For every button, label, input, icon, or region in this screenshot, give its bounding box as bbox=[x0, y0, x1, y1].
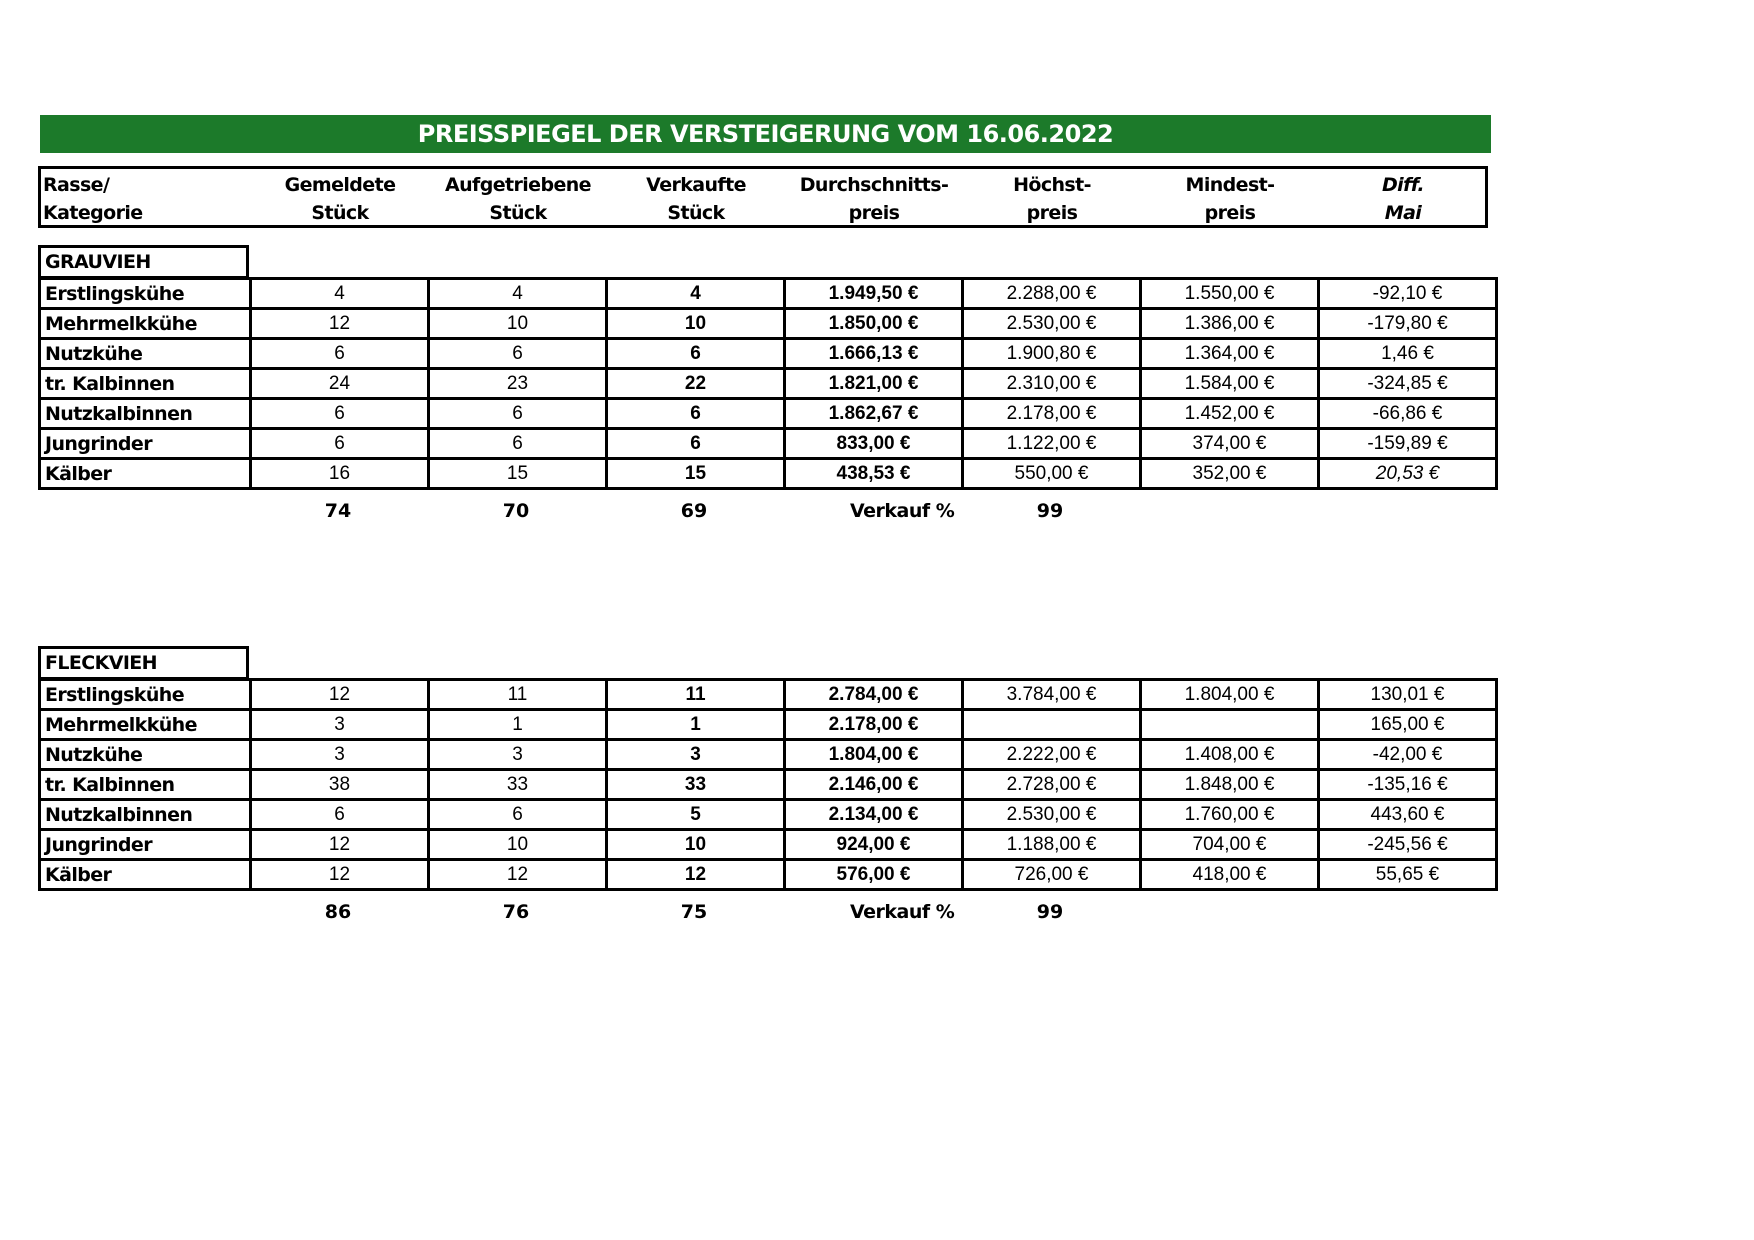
cell-aufgetrieben: 1 bbox=[429, 710, 607, 740]
cell-durchschnittspreis: 2.134,00 € bbox=[785, 800, 963, 830]
header-label: Gemeldete bbox=[284, 174, 396, 196]
header-label: Stück bbox=[667, 202, 725, 224]
cell-mindestpreis: 1.386,00 € bbox=[1141, 309, 1319, 339]
cell-aufgetrieben: 6 bbox=[429, 399, 607, 429]
cell-mindestpreis: 1.550,00 € bbox=[1141, 279, 1319, 309]
cell-kategorie: Mehrmelkkühe bbox=[40, 309, 251, 339]
cell-durchschnittspreis: 2.146,00 € bbox=[785, 770, 963, 800]
cell-gemeldet: 6 bbox=[251, 800, 429, 830]
total-verkauft: 75 bbox=[680, 901, 708, 923]
cell-gemeldet: 12 bbox=[251, 309, 429, 339]
cell-durchschnittspreis: 1.804,00 € bbox=[785, 740, 963, 770]
cell-kategorie: Kälber bbox=[40, 459, 251, 489]
header-label: Stück bbox=[489, 202, 547, 224]
cell-kategorie: Nutzkalbinnen bbox=[40, 800, 251, 830]
cell-diff-mai: -92,10 € bbox=[1319, 279, 1497, 309]
cell-mindestpreis: 418,00 € bbox=[1141, 860, 1319, 890]
cell-diff-mai: 443,60 € bbox=[1319, 800, 1497, 830]
cell-mindestpreis: 374,00 € bbox=[1141, 429, 1319, 459]
cell-kategorie: Nutzkühe bbox=[40, 339, 251, 369]
cell-mindestpreis: 1.452,00 € bbox=[1141, 399, 1319, 429]
cell-gemeldet: 24 bbox=[251, 369, 429, 399]
cell-hoechstpreis: 1.900,80 € bbox=[963, 339, 1141, 369]
header-aufgetriebene-stueck bbox=[429, 171, 607, 227]
cell-kategorie: tr. Kalbinnen bbox=[40, 369, 251, 399]
cell-durchschnittspreis: 1.850,00 € bbox=[785, 309, 963, 339]
cell-kategorie: Jungrinder bbox=[40, 429, 251, 459]
cell-mindestpreis: 1.408,00 € bbox=[1141, 740, 1319, 770]
cell-gemeldet: 12 bbox=[251, 860, 429, 890]
cell-kategorie: Mehrmelkkühe bbox=[40, 710, 251, 740]
cell-mindestpreis bbox=[1141, 710, 1319, 740]
table-row bbox=[40, 279, 1497, 309]
header-label: Aufgetriebene bbox=[445, 174, 591, 196]
cell-diff-mai: -179,80 € bbox=[1319, 309, 1497, 339]
totals-grauvieh bbox=[38, 500, 1491, 526]
cell-aufgetrieben: 12 bbox=[429, 860, 607, 890]
verkauf-percent-label: Verkauf % bbox=[850, 901, 955, 923]
cell-hoechstpreis bbox=[963, 710, 1141, 740]
cell-hoechstpreis: 2.530,00 € bbox=[963, 800, 1141, 830]
cell-mindestpreis: 1.848,00 € bbox=[1141, 770, 1319, 800]
cell-kategorie: tr. Kalbinnen bbox=[40, 770, 251, 800]
cell-aufgetrieben: 6 bbox=[429, 800, 607, 830]
cell-verkauft: 6 bbox=[607, 399, 785, 429]
cell-verkauft: 15 bbox=[607, 459, 785, 489]
table-body bbox=[40, 680, 1497, 890]
cell-aufgetrieben: 33 bbox=[429, 770, 607, 800]
verkauf-percent-value: 99 bbox=[1036, 901, 1064, 923]
cell-kategorie: Jungrinder bbox=[40, 830, 251, 860]
cell-gemeldet: 12 bbox=[251, 830, 429, 860]
cell-diff-mai: 130,01 € bbox=[1319, 680, 1497, 710]
header-rasse-kategorie bbox=[43, 171, 243, 227]
table-row bbox=[40, 710, 1497, 740]
total-aufgetrieben: 70 bbox=[502, 500, 530, 522]
table-grauvieh bbox=[38, 277, 1498, 490]
verkauf-percent-label: Verkauf % bbox=[850, 500, 955, 522]
cell-diff-mai: -324,85 € bbox=[1319, 369, 1497, 399]
cell-diff-mai: -159,89 € bbox=[1319, 429, 1497, 459]
cell-aufgetrieben: 11 bbox=[429, 680, 607, 710]
table-row bbox=[40, 309, 1497, 339]
cell-hoechstpreis: 3.784,00 € bbox=[963, 680, 1141, 710]
cell-verkauft: 33 bbox=[607, 770, 785, 800]
table-row bbox=[40, 459, 1497, 489]
cell-durchschnittspreis: 1.821,00 € bbox=[785, 369, 963, 399]
cell-mindestpreis: 352,00 € bbox=[1141, 459, 1319, 489]
cell-hoechstpreis: 2.288,00 € bbox=[963, 279, 1141, 309]
header-gemeldete-stueck bbox=[251, 171, 429, 227]
header-label: Höchst- bbox=[1013, 174, 1091, 196]
header-label: Stück bbox=[311, 202, 369, 224]
cell-gemeldet: 3 bbox=[251, 740, 429, 770]
header-label: Mindest- bbox=[1185, 174, 1275, 196]
cell-kategorie: Erstlingskühe bbox=[40, 279, 251, 309]
cell-gemeldet: 16 bbox=[251, 459, 429, 489]
total-verkauft: 69 bbox=[680, 500, 708, 522]
cell-gemeldet: 3 bbox=[251, 710, 429, 740]
cell-diff-mai: 55,65 € bbox=[1319, 860, 1497, 890]
cell-gemeldet: 6 bbox=[251, 429, 429, 459]
cell-hoechstpreis: 2.222,00 € bbox=[963, 740, 1141, 770]
header-hoechstpreis bbox=[963, 171, 1141, 227]
cell-aufgetrieben: 10 bbox=[429, 830, 607, 860]
total-aufgetrieben: 76 bbox=[502, 901, 530, 923]
table-row bbox=[40, 339, 1497, 369]
table-row bbox=[40, 399, 1497, 429]
cell-durchschnittspreis: 1.666,13 € bbox=[785, 339, 963, 369]
cell-mindestpreis: 1.364,00 € bbox=[1141, 339, 1319, 369]
table-row bbox=[40, 429, 1497, 459]
table-fleckvieh bbox=[38, 678, 1498, 891]
cell-verkauft: 10 bbox=[607, 830, 785, 860]
cell-diff-mai: -135,16 € bbox=[1319, 770, 1497, 800]
cell-diff-mai: 165,00 € bbox=[1319, 710, 1497, 740]
table-body bbox=[40, 279, 1497, 489]
cell-verkauft: 5 bbox=[607, 800, 785, 830]
header-label: Rasse/ bbox=[43, 174, 110, 196]
header-label: preis bbox=[1204, 202, 1256, 224]
total-gemeldet: 86 bbox=[324, 901, 352, 923]
cell-durchschnittspreis: 2.178,00 € bbox=[785, 710, 963, 740]
cell-hoechstpreis: 726,00 € bbox=[963, 860, 1141, 890]
cell-aufgetrieben: 15 bbox=[429, 459, 607, 489]
cell-gemeldet: 38 bbox=[251, 770, 429, 800]
verkauf-percent-value: 99 bbox=[1036, 500, 1064, 522]
table-row bbox=[40, 770, 1497, 800]
cell-gemeldet: 6 bbox=[251, 339, 429, 369]
table-row bbox=[40, 369, 1497, 399]
cell-verkauft: 22 bbox=[607, 369, 785, 399]
total-gemeldet: 74 bbox=[324, 500, 352, 522]
cell-verkauft: 6 bbox=[607, 429, 785, 459]
cell-aufgetrieben: 6 bbox=[429, 429, 607, 459]
cell-hoechstpreis: 2.530,00 € bbox=[963, 309, 1141, 339]
cell-verkauft: 3 bbox=[607, 740, 785, 770]
cell-durchschnittspreis: 2.784,00 € bbox=[785, 680, 963, 710]
cell-gemeldet: 4 bbox=[251, 279, 429, 309]
header-verkaufte-stueck bbox=[607, 171, 785, 227]
cell-kategorie: Nutzkalbinnen bbox=[40, 399, 251, 429]
cell-aufgetrieben: 4 bbox=[429, 279, 607, 309]
cell-mindestpreis: 1.584,00 € bbox=[1141, 369, 1319, 399]
cell-aufgetrieben: 6 bbox=[429, 339, 607, 369]
table-row bbox=[40, 800, 1497, 830]
header-label: Verkaufte bbox=[646, 174, 746, 196]
cell-verkauft: 4 bbox=[607, 279, 785, 309]
header-label: preis bbox=[848, 202, 900, 224]
page-title: PREISSPIEGEL DER VERSTEIGERUNG VOM 16.06.2022 bbox=[40, 115, 1491, 153]
cell-durchschnittspreis: 438,53 € bbox=[785, 459, 963, 489]
header-label: Durchschnitts- bbox=[799, 174, 949, 196]
cell-durchschnittspreis: 576,00 € bbox=[785, 860, 963, 890]
cell-kategorie: Erstlingskühe bbox=[40, 680, 251, 710]
cell-hoechstpreis: 550,00 € bbox=[963, 459, 1141, 489]
cell-hoechstpreis: 1.188,00 € bbox=[963, 830, 1141, 860]
cell-mindestpreis: 704,00 € bbox=[1141, 830, 1319, 860]
header-label: Kategorie bbox=[43, 202, 143, 224]
cell-verkauft: 6 bbox=[607, 339, 785, 369]
table-row bbox=[40, 830, 1497, 860]
cell-verkauft: 10 bbox=[607, 309, 785, 339]
section-label-fleckvieh: FLECKVIEH bbox=[38, 646, 249, 680]
cell-durchschnittspreis: 1.862,67 € bbox=[785, 399, 963, 429]
table-row bbox=[40, 680, 1497, 710]
header-diff-mai bbox=[1319, 171, 1487, 227]
header-label: Mai bbox=[1384, 202, 1422, 224]
cell-durchschnittspreis: 833,00 € bbox=[785, 429, 963, 459]
cell-hoechstpreis: 2.178,00 € bbox=[963, 399, 1141, 429]
cell-aufgetrieben: 3 bbox=[429, 740, 607, 770]
header-label: preis bbox=[1026, 202, 1078, 224]
cell-diff-mai: 20,53 € bbox=[1319, 459, 1497, 489]
cell-kategorie: Nutzkühe bbox=[40, 740, 251, 770]
cell-hoechstpreis: 2.728,00 € bbox=[963, 770, 1141, 800]
table-row bbox=[40, 740, 1497, 770]
column-header bbox=[38, 166, 1488, 228]
cell-diff-mai: 1,46 € bbox=[1319, 339, 1497, 369]
section-label-grauvieh: GRAUVIEH bbox=[38, 245, 249, 279]
table-row bbox=[40, 860, 1497, 890]
cell-hoechstpreis: 1.122,00 € bbox=[963, 429, 1141, 459]
header-mindestpreis bbox=[1141, 171, 1319, 227]
cell-mindestpreis: 1.760,00 € bbox=[1141, 800, 1319, 830]
cell-aufgetrieben: 10 bbox=[429, 309, 607, 339]
cell-gemeldet: 12 bbox=[251, 680, 429, 710]
cell-verkauft: 12 bbox=[607, 860, 785, 890]
cell-diff-mai: -42,00 € bbox=[1319, 740, 1497, 770]
cell-hoechstpreis: 2.310,00 € bbox=[963, 369, 1141, 399]
header-label: Diff. bbox=[1382, 174, 1424, 196]
header-durchschnittspreis bbox=[785, 171, 963, 227]
cell-aufgetrieben: 23 bbox=[429, 369, 607, 399]
cell-mindestpreis: 1.804,00 € bbox=[1141, 680, 1319, 710]
cell-verkauft: 11 bbox=[607, 680, 785, 710]
cell-durchschnittspreis: 1.949,50 € bbox=[785, 279, 963, 309]
cell-diff-mai: -245,56 € bbox=[1319, 830, 1497, 860]
cell-diff-mai: -66,86 € bbox=[1319, 399, 1497, 429]
cell-gemeldet: 6 bbox=[251, 399, 429, 429]
cell-durchschnittspreis: 924,00 € bbox=[785, 830, 963, 860]
cell-verkauft: 1 bbox=[607, 710, 785, 740]
totals-fleckvieh bbox=[38, 901, 1491, 927]
cell-kategorie: Kälber bbox=[40, 860, 251, 890]
